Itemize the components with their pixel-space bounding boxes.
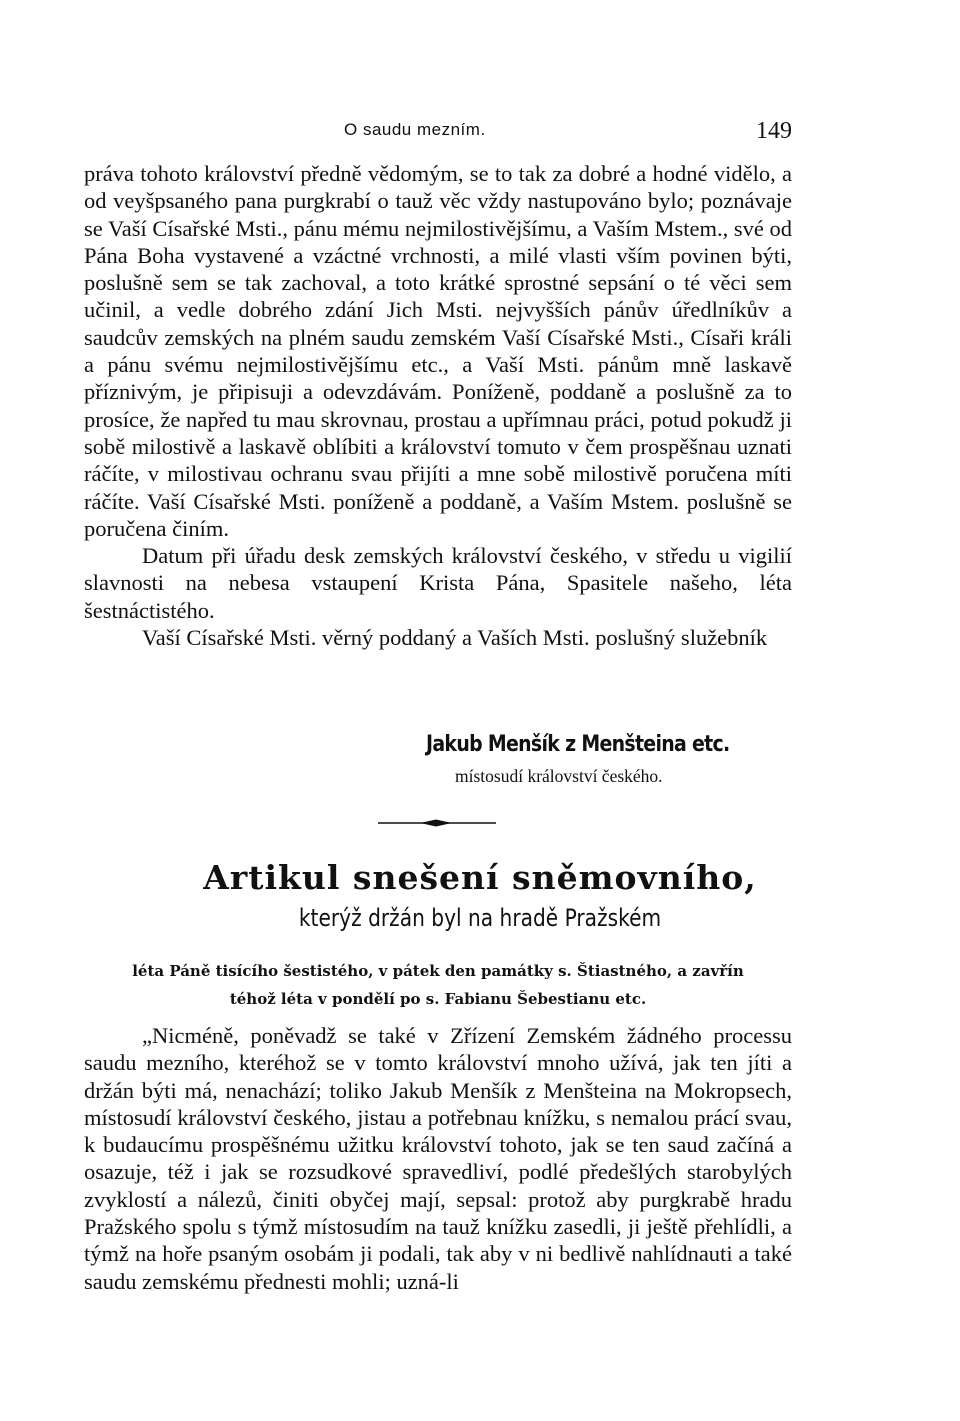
letter-paragraph-3: Vaší Císařské Msti. věrný poddaný a Vaších Msti. poslušný služebník bbox=[142, 625, 768, 651]
signature-name: Jakub Menšík z Menšteina etc. bbox=[426, 732, 730, 757]
running-title: O saudu mezním. bbox=[344, 120, 486, 139]
article-subtitle: kterýž držán byl na hradě Pražském bbox=[298, 904, 662, 932]
signature-role: místosudí království českého. bbox=[455, 766, 663, 786]
letter-paragraph-1: práva tohoto království předně vědomým, se to tak za dobré a hodné vidělo, a od veyšpsaného pana purgkrabí o tauž věc vždy nastupováno bylo; poznávaje se Vaší Císařské Msti., pánu mému nejmilostivějšímu, a Vaším Mstem., své od Pána Boha vystavené a vzáctné vrchnosti, a milé vlasti vším povinen býti, poslušně sem se tak zachoval, a toto krátké sprostné sepsání o té věci sem učinil, a vedle dobrého zdání Jich Msti. nejvyšších pánův úředlníkův a saudcův zemských na plném saudu zemském Vaší Císařské Msti., Císaři králi a pánu svému nejmilostivějšímu etc., a Vaší Msti. pánům mně laskavě příznivým, je připisuji a odevzdávám. Poníženě, poddaně a poslušně za to prosíce, že napřed tu mau skrovnau, prostau a upřímnau práci, potud pokudž ji sobě milostivě a laskavě oblíbiti a království tomuto v čem prospěšnau uznati ráčíte, v milostivau ochranu svau přijíti a mne sobě milostivě poručena míti ráčíte. Vaší Císařské Msti. poníženě a poddaně, a Vaším Mstem. poslušně se poručena činím. bbox=[84, 161, 792, 541]
running-head bbox=[84, 118, 792, 148]
page-number: 149 bbox=[756, 118, 792, 144]
article-date-note-line-2: téhož léta v pondělí po s. Fabianu Šebestianu etc. bbox=[229, 990, 647, 1008]
letter-paragraph-2: Datum při úřadu desk zemských království českého, v středu u vigilií slavnosti na nebesa vstaupení Krista Pána, Spasitele našeho, léta šestnáctistého. bbox=[84, 543, 792, 623]
article-paragraph-1: „Nicméně, poněvadž se také v Zřízení Zemském žádného processu saudu mezního, kteréhož se v tomto království mnoho užívá, jak ten jíti a držán býti má, nenachází; toliko Jakub Menšík z Menšteina na Mokropsech, místosudí království českého, jistau a potřebnau knížku, s nemalou prácí svau, k budaucímu prospěšnému užitku království tohoto, jak se ten saud začíná a osazuje, též i jak se rozsudkové spravedliví, podlé předešlých starobylých zvyklostí a nálezů, činiti obyčej mají, sepsal: protož aby purgkrabě hradu Pražského spolu s týmž místosudím na tauž knížku zasedli, ji ještě přehlídli, a týmž na hoře psaným osobám ji podali, tak aby v ni bedlivě nahlídnauti a také saudu zemskému přednesti mohli; uzná-li bbox=[84, 1023, 792, 1294]
article-title: Artikul snešení sněmovního, bbox=[203, 858, 757, 897]
letter-text-block bbox=[84, 160, 792, 651]
article-date-note-line-1: léta Páně tisícího šestistého, v pátek den památky s. Štiastného, a zavřín bbox=[132, 962, 744, 980]
article-date-note bbox=[84, 957, 792, 1013]
ornamental-divider bbox=[378, 816, 496, 830]
article-text-block bbox=[84, 1022, 792, 1295]
